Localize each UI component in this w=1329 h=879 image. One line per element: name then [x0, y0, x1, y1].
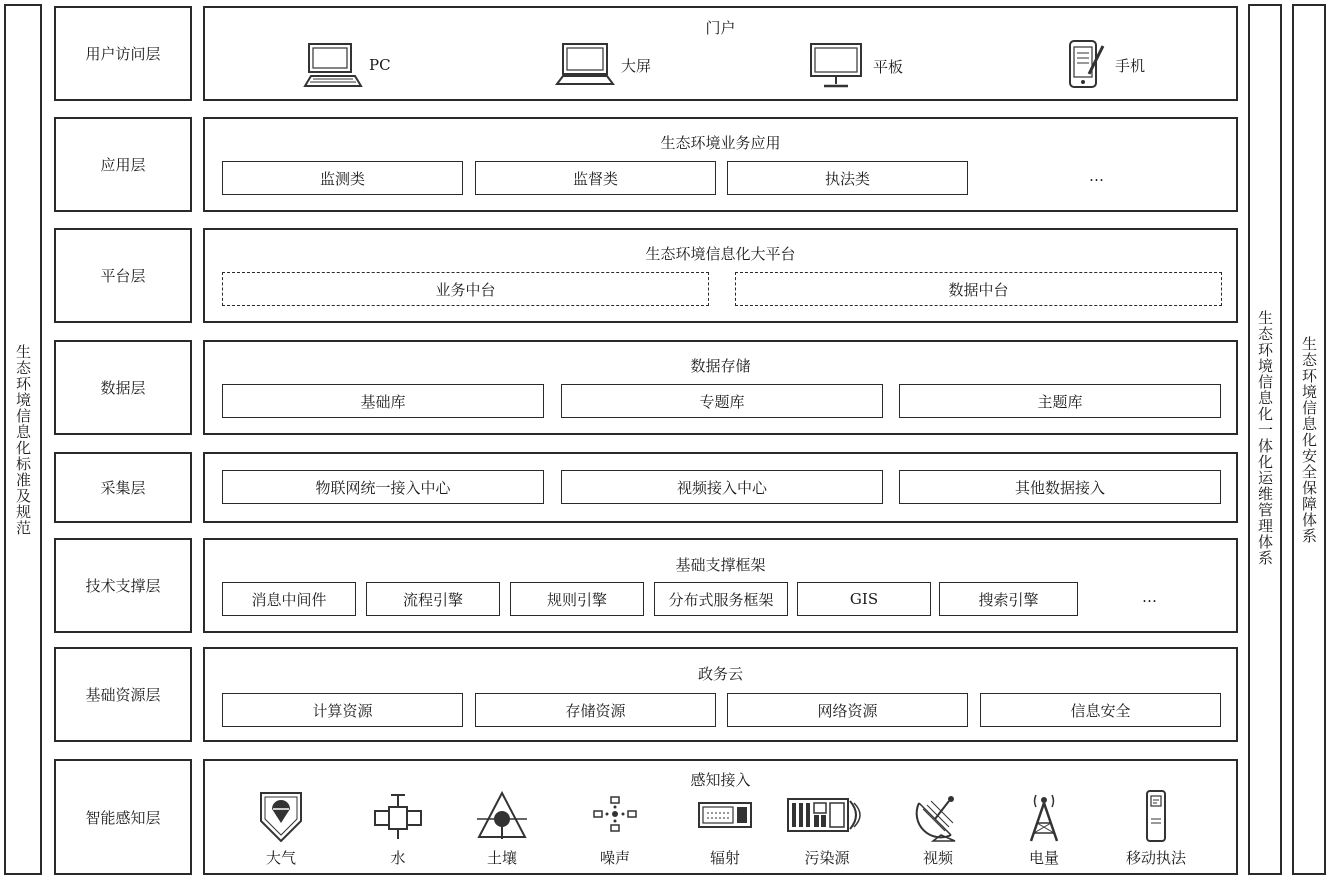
- layer-data-panel: [203, 340, 1238, 435]
- mobile-terminal-icon: [1136, 789, 1176, 843]
- tech-more: …: [1142, 588, 1157, 606]
- left-standards-label: 生态环境信息化标准及规范: [14, 344, 32, 536]
- layer-label-infra: [54, 647, 192, 742]
- monitor-icon: [809, 42, 865, 90]
- satellite-dish-icon: [911, 789, 965, 843]
- soil-sensor-icon: [475, 789, 529, 843]
- data-item-thematic: 专题库: [561, 384, 883, 418]
- app-item-monitor: 监测类: [222, 161, 463, 195]
- layer-access-panel: [203, 6, 1238, 101]
- platform-title: 生态环境信息化大平台: [645, 245, 796, 263]
- collect-item-iot: 物联网统一接入中心: [222, 470, 544, 504]
- sensor-pollution: [782, 789, 872, 868]
- sensor-label-video: 视频: [922, 849, 953, 867]
- sensor-noise: [570, 789, 660, 868]
- tech-item-workflow: 流程引擎: [366, 582, 500, 616]
- layer-label-collect-text: 采集层: [100, 479, 146, 497]
- layer-label-sense-text: 智能感知层: [85, 808, 161, 827]
- platform-item-business-middle: 业务中台: [222, 272, 709, 306]
- layer-app-panel: [203, 117, 1238, 212]
- power-tower-icon: [1017, 789, 1071, 843]
- sensor-water: [353, 789, 443, 868]
- layer-tech-panel: [203, 538, 1238, 633]
- device-tablet: [809, 42, 903, 90]
- layer-label-app: [54, 117, 192, 212]
- infra-item-network: 网络资源: [727, 693, 968, 727]
- sensor-mobile-enforce: [1111, 789, 1201, 868]
- layer-label-app-text: 应用层: [100, 156, 146, 174]
- platform-item-data-middle: 数据中台: [735, 272, 1222, 306]
- sensor-label-noise: 噪声: [599, 849, 630, 867]
- layer-label-tech-text: 技术支撑层: [85, 577, 161, 595]
- air-sensor-icon: [257, 789, 305, 843]
- tech-item-distributed: 分布式服务框架: [654, 582, 788, 616]
- data-item-subject: 主题库: [899, 384, 1221, 418]
- layer-label-infra-text: 基础资源层: [85, 686, 161, 704]
- sense-title: 感知接入: [690, 771, 751, 789]
- collect-item-video: 视频接入中心: [561, 470, 883, 504]
- sensor-label-power: 电量: [1028, 849, 1059, 867]
- sensor-label-mobile-enforce: 移动执法: [1125, 849, 1186, 867]
- collect-item-other: 其他数据接入: [899, 470, 1221, 504]
- pollution-monitor-icon: [786, 789, 868, 843]
- sensor-label-soil: 土壤: [486, 849, 517, 867]
- water-valve-icon: [371, 789, 425, 843]
- sensor-label-water: 水: [390, 849, 406, 867]
- device-big-screen: [557, 42, 651, 88]
- infra-title: 政务云: [697, 665, 743, 683]
- app-item-enforce: 执法类: [727, 161, 968, 195]
- layer-label-platform-text: 平台层: [100, 267, 146, 285]
- smartphone-icon: [1067, 38, 1107, 92]
- device-pc: [305, 42, 391, 88]
- layer-label-data: [54, 340, 192, 435]
- sensor-power: [999, 789, 1089, 868]
- layer-label-collect: [54, 452, 192, 523]
- radiation-meter-icon: [696, 789, 754, 843]
- sensor-label-radiation: 辐射: [709, 849, 740, 867]
- device-label-tablet: 平板: [873, 57, 904, 76]
- infra-item-storage: 存储资源: [475, 693, 716, 727]
- device-label-big-screen: 大屏: [621, 56, 652, 75]
- security-frame: [1292, 4, 1326, 875]
- device-phone: [1067, 38, 1145, 92]
- data-title: 数据存储: [690, 357, 751, 375]
- layer-label-access: [54, 6, 192, 101]
- sensor-label-air: 大气: [265, 849, 296, 867]
- app-title: 生态环境业务应用: [660, 134, 781, 152]
- ops-management-label: 生态环境信息化一体化运维管理体系: [1256, 310, 1274, 566]
- tech-item-rules: 规则引擎: [510, 582, 644, 616]
- ops-management-frame: [1248, 4, 1282, 875]
- desktop-computer-icon: [305, 42, 361, 88]
- data-item-base: 基础库: [222, 384, 544, 418]
- sensor-radiation: [680, 789, 770, 868]
- sensor-soil: [457, 789, 547, 868]
- sensor-video: [893, 789, 983, 868]
- infra-item-compute: 计算资源: [222, 693, 463, 727]
- left-standards-frame: [4, 4, 42, 875]
- layer-label-data-text: 数据层: [100, 379, 146, 397]
- sensor-air: [236, 789, 326, 868]
- infra-item-security: 信息安全: [980, 693, 1221, 727]
- layer-label-sense: [54, 759, 192, 875]
- portal-title: 门户: [705, 19, 736, 37]
- device-label-pc: PC: [369, 56, 391, 74]
- security-label: 生态环境信息化安全保障体系: [1300, 336, 1318, 544]
- layer-platform-panel: [203, 228, 1238, 323]
- tech-item-search: 搜索引擎: [939, 582, 1078, 616]
- device-label-phone: 手机: [1115, 56, 1146, 75]
- layer-sense-panel: [203, 759, 1238, 875]
- layer-infra-panel: [203, 647, 1238, 742]
- app-more: …: [1089, 167, 1104, 185]
- tech-title: 基础支撑框架: [675, 556, 766, 574]
- laptop-icon: [557, 42, 613, 88]
- tech-item-gis: GIS: [797, 582, 931, 616]
- layer-label-platform: [54, 228, 192, 323]
- noise-sensor-icon: [588, 789, 642, 843]
- tech-item-mq: 消息中间件: [222, 582, 356, 616]
- app-item-supervise: 监督类: [475, 161, 716, 195]
- layer-label-access-text: 用户访问层: [85, 45, 161, 63]
- layer-collect-panel: [203, 452, 1238, 523]
- layer-label-tech: [54, 538, 192, 633]
- sensor-label-pollution: 污染源: [804, 849, 850, 867]
